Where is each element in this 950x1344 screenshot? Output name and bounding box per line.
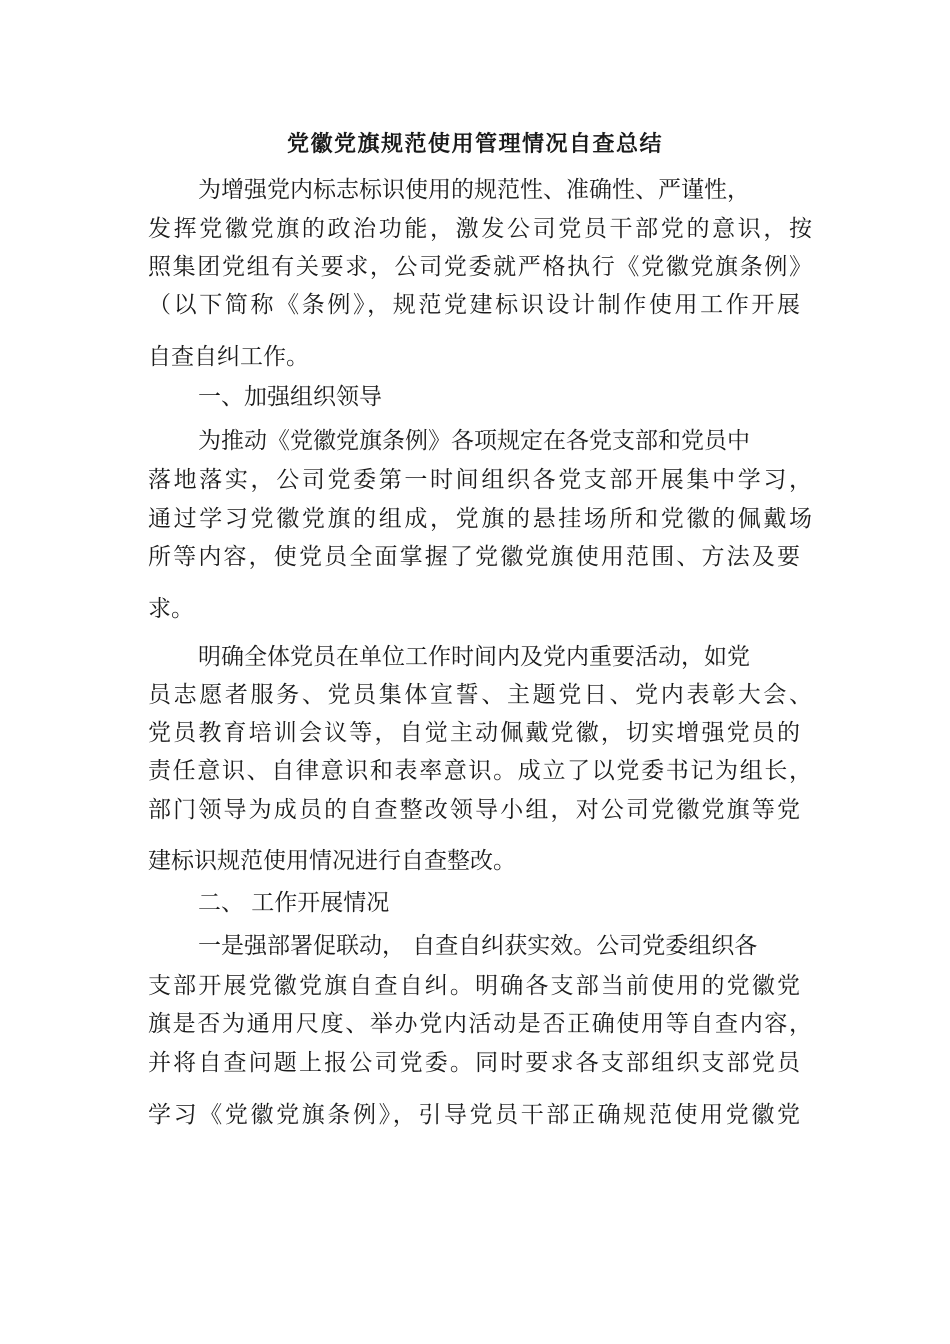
paragraph-line: 部门领导为成员的自查整改领导小组，对公司党徽党旗等党 xyxy=(148,797,800,823)
paragraph-line: 并将自查问题上报公司党委。同时要求各支部组织支部党员 xyxy=(148,1050,800,1076)
document-title: 党徽党旗规范使用管理情况自查总结 xyxy=(286,131,663,157)
paragraph-line: 通过学习党徽党旗的组成，党旗的悬挂场所和党徽的佩戴场 xyxy=(148,506,812,532)
paragraph-line: 落地落实，公司党委第一时间组织各党支部开展集中学习， xyxy=(148,467,812,493)
paragraph-line: 为推动《党徽党旗条例》各项规定在各党支部和党员中 xyxy=(198,428,750,454)
section-heading: 二、 工作开展情况 xyxy=(198,890,390,916)
paragraph-line: 所等内容，使党员全面掌握了党徽党旗使用范围、方法及要 xyxy=(148,544,800,570)
paragraph-line: 建标识规范使用情况进行自查整改。 xyxy=(148,848,516,874)
paragraph-line: 责任意识、自律意识和表率意识。成立了以党委书记为组长， xyxy=(148,758,812,784)
paragraph-line: 旗是否为通用尺度、举办党内活动是否正确使用等自查内容， xyxy=(148,1011,812,1037)
paragraph-line: 照集团党组有关要求，公司党委就严格执行《党徽党旗条例》 xyxy=(148,254,812,280)
paragraph-line: 为增强党内标志标识使用的规范性、准确性、严谨性， xyxy=(198,177,750,203)
paragraph-line: 学习《党徽党旗条例》，引导党员干部正确规范使用党徽党 xyxy=(148,1102,800,1128)
paragraph-line: 员志愿者服务、党员集体宣誓、主题党日、党内表彰大会、 xyxy=(148,682,812,708)
paragraph-line: 一是强部署促联动， 自查自纠获实效。公司党委组织各 xyxy=(198,933,758,959)
paragraph-line: 自查自纠工作。 xyxy=(148,344,309,370)
paragraph-line: （以下简称《条例》，规范党建标识设计制作使用工作开展 xyxy=(148,292,800,318)
paragraph-line: 支部开展党徽党旗自查自纠。明确各支部当前使用的党徽党 xyxy=(148,973,800,999)
paragraph-line: 发挥党徽党旗的政治功能，激发公司党员干部党的意识，按 xyxy=(148,216,812,242)
paragraph-line: 求。 xyxy=(148,596,194,622)
paragraph-line: 党员教育培训会议等，自觉主动佩戴党徽，切实增强党员的 xyxy=(148,720,800,746)
paragraph-line: 明确全体党员在单位工作时间内及党内重要活动，如党 xyxy=(198,644,750,670)
section-heading: 一、加强组织领导 xyxy=(198,384,382,410)
